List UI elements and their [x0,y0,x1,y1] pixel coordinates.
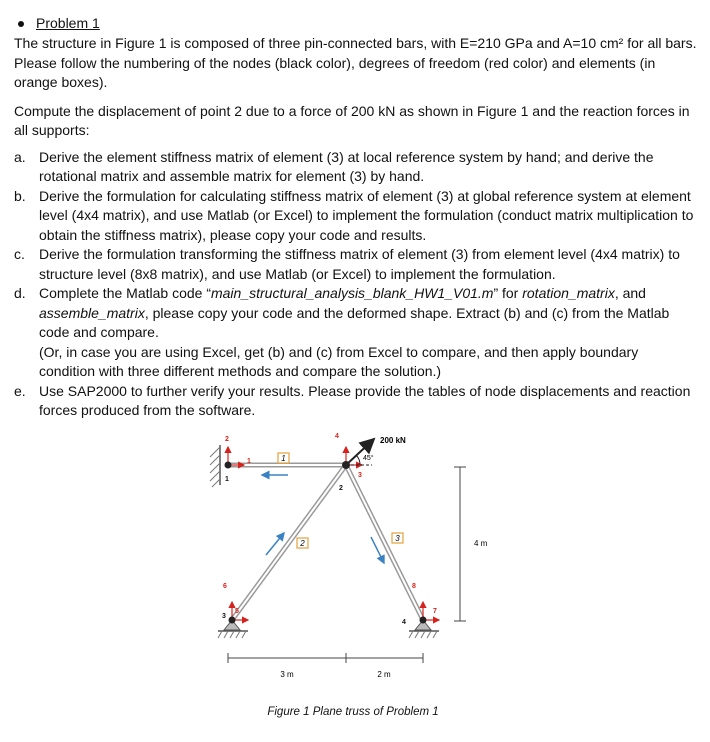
item-text-part: ” for [493,285,523,301]
item-label: d. [14,285,26,301]
problem-title: Problem 1 [36,15,100,31]
item-label: e. [14,382,26,399]
node-label-2: 2 [339,485,343,492]
task-item-a [14,148,698,187]
dof-label-3: 3 [358,472,362,479]
element-box-3 [392,533,403,543]
item-label: b. [14,187,26,204]
function-name: assemble_matrix [39,304,145,321]
problem-text [14,14,698,421]
item-text-part: , please copy your code and the deformed shape. Extract (b) and (c) from the Matlab code and compare. [39,304,670,340]
task-item-c [14,245,698,284]
code-filename: main_structural_analysis_blank_HW1_V01.m [210,285,494,301]
function-name: rotation_matrix [522,285,615,301]
node-label-3: 3 [222,613,226,620]
dof-label-2: 2 [225,436,229,443]
dof-label-6: 6 [223,583,227,590]
force-label: 200 kN [380,436,406,445]
bullet-icon [18,21,24,27]
dof-label-1: 1 [247,458,251,465]
item-text: Derive the element stiffness matrix of element (3) at local reference system by hand; and derive the rotational matrix and assemble matrix for element (3) by hand. [39,148,654,184]
dof-label-5: 5 [235,608,239,615]
task-item-b [14,187,698,246]
item-text-part: , and [614,285,646,301]
angle-label: 45° [363,455,374,462]
item-text: Derive the formulation transforming the stiffness matrix of element (3) from element level (4x4 matrix) to structure level (8x8 matrix), and use Matlab (or Excel) to implement the formulation. [39,246,680,282]
dof-label-4: 4 [335,433,339,440]
item-text: Derive the formulation for calculating stiffness matrix of element (3) at global reference system at element level (4x4 matrix), and use Matlab (or Excel) to implement the formulation (conduct matrix multiplication to obtain the stiffness matrix), please copy your code and results. [39,187,694,243]
element-label-3: 3 [395,534,400,543]
wall-support [210,445,220,487]
node-label-4: 4 [402,619,406,626]
element-box-2 [297,538,308,548]
task-item-d [14,284,698,382]
item-note: (Or, in case you are using Excel, get (b) and (c) from Excel to compare, and then apply boundary condition with three different methods and compare the solution.) [39,343,639,379]
item-label: c. [14,246,25,262]
task-item-e [14,382,698,421]
element-box-1 [278,453,289,463]
right-span-label: 2 m [377,670,391,679]
dof-label-8: 8 [412,583,416,590]
task-paragraph: Compute the displacement of point 2 due to a force of 200 kN as shown in Figure 1 and the reaction forces in all supports: [14,102,690,138]
item-label: a. [14,148,26,165]
item-text-part: Complete the Matlab code “ [39,285,211,301]
height-dimension [454,467,466,621]
left-span-label: 3 m [280,670,294,679]
figure-caption: Figure 1 Plane truss of Problem 1 [267,706,439,718]
truss-figure [188,427,518,727]
task-list [14,148,698,421]
width-dimension [228,653,423,663]
item-text: Use SAP2000 to further verify your results. Please provide the tables of node displacements and reaction forces produced from the software. [39,382,691,418]
problem-heading [14,14,698,33]
element-label-2: 2 [300,539,305,548]
dof-label-7: 7 [433,608,437,615]
element-label-1: 1 [281,454,286,463]
node-label-1: 1 [225,476,229,483]
height-dimension-label: 4 m [474,539,488,548]
intro-paragraph: The structure in Figure 1 is composed of three pin-connected bars, with E=210 GPa and A=10 cm² for all bars. Please follow the numbering of the nodes (black color), degrees of freedom (red color) and elements (in orange boxes). [14,35,697,90]
truss-diagram [188,427,518,707]
